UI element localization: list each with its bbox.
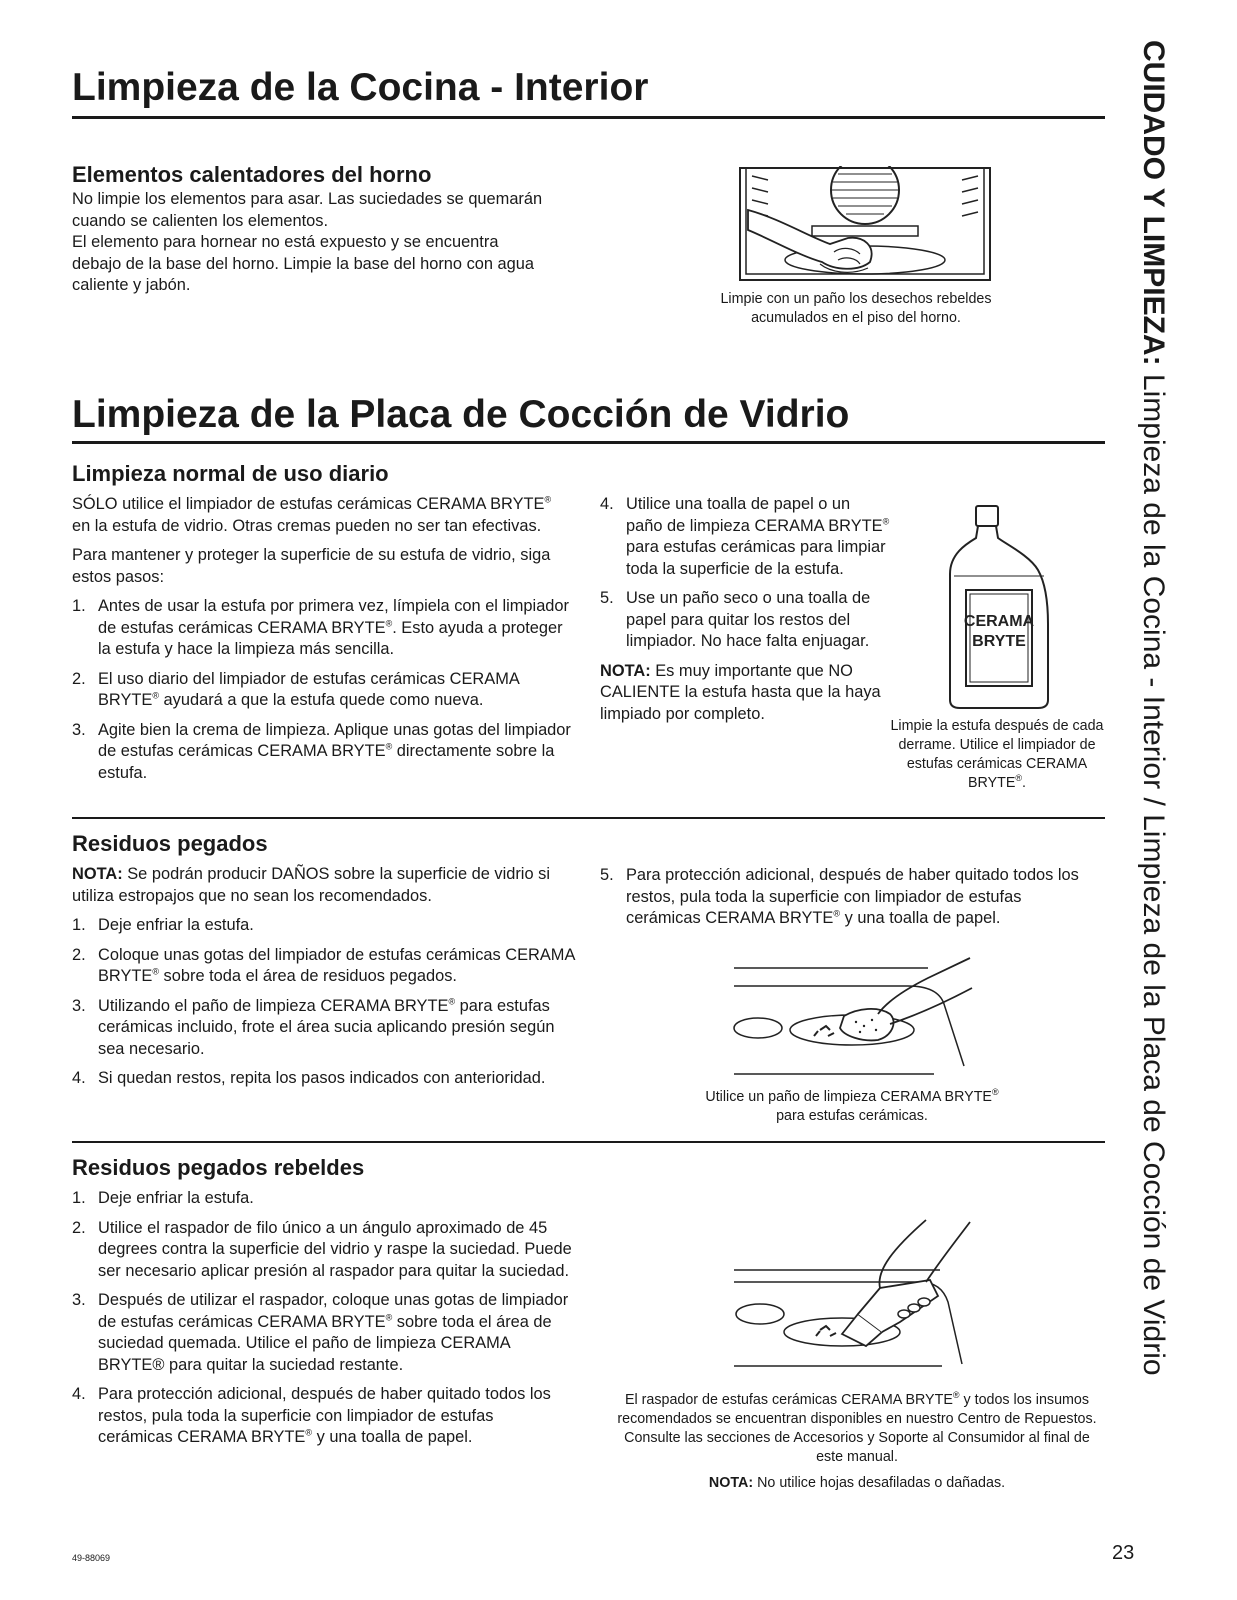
- daily-note: NOTA: Es muy importante que NO CALIENTE la estufa hasta que la haya limpiado por completo.: [600, 661, 881, 723]
- list-item: 3. Utilizando el paño de limpieza CERAMA BRYTE® para estufas cerámicas incluido, frote el área sucia aplicando presión según sea necesario.: [72, 996, 555, 1058]
- heating-paragraph-2: El elemento para hornear no está expuesto y se encuentra debajo de la base del horno. Limpie la base del horno con agua caliente y jabón.: [72, 233, 535, 294]
- cleaning-pad-illustration: [728, 956, 976, 1080]
- heading-stuck-residue: Residuos pegados: [72, 831, 268, 856]
- oven-floor-cleaning-illustration: [738, 166, 992, 284]
- list-item: 3. Agite bien la crema de limpieza. Aplique unas gotas del limpiador de estufas cerámicas CERAMA BRYTE® directamente sobre la estufa.: [72, 720, 571, 782]
- cleaning-pad-caption: Utilice un paño de limpieza CERAMA BRYTE® para estufas cerámicas.: [705, 1087, 999, 1124]
- heading-daily-cleaning: Limpieza normal de uso diario: [72, 461, 389, 486]
- title-rule-interior: [72, 116, 1105, 119]
- list-item: 1. Deje enfriar la estufa.: [72, 1189, 254, 1207]
- heading-heating-elements: Elementos calentadores del horno: [72, 162, 432, 187]
- list-item: 4. Utilice una toalla de papel o un paño de limpieza CERAMA BRYTE® para estufas cerámicas para limpiar toda la superficie de la estufa.: [600, 495, 890, 578]
- list-item: 4. Si quedan restos, repita los pasos indicados con anterioridad.: [72, 1069, 546, 1087]
- document-number: 49-88069: [72, 1553, 111, 1563]
- list-item: 4. Para protección adicional, después de haber quitado todos los restos, pula toda la superficie con limpiador de estufas cerámicas CERAMA BRYTE® y una toalla de papel.: [72, 1385, 551, 1446]
- stuck-steps-list: [72, 915, 577, 1090]
- list-item: 1. Deje enfriar la estufa.: [72, 916, 254, 934]
- page-number: 23: [1112, 1542, 1135, 1564]
- stuck-steps-list-continued: [600, 865, 1100, 930]
- list-item: 3. Después de utilizar el raspador, coloque unas gotas de limpiador de estufas cerámicas CERAMA BRYTE® sobre toda el área de suciedad quemada. Utilice el paño de limpieza CERAMA BRYTE® para quitar la suciedad restante.: [72, 1291, 569, 1374]
- section-stuck-residue: [72, 831, 577, 1098]
- daily-steps-continued: [600, 494, 890, 725]
- daily-paragraph-2: Para mantener y proteger la superficie de su estufa de vidrio, siga estos pasos:: [72, 546, 551, 586]
- list-item: 2. Utilice el raspador de filo único a un ángulo aproximado de 45 degrees contra la superficie del vidrio y raspe la suciedad. Puede ser necesario aplicar presión al raspador para quitar la suciedad.: [72, 1218, 572, 1280]
- page-title-interior: Limpieza de la Cocina - Interior: [72, 66, 649, 109]
- list-item: 2. El uso diario del limpiador de estufas cerámicas CERAMA BRYTE® ayudará a que la estufa quede como nueva.: [72, 669, 519, 709]
- scraper-note: NOTA: No utilice hojas desafiladas o dañadas.: [708, 1475, 1006, 1491]
- heading-burned-residue: Residuos pegados rebeldes: [72, 1155, 365, 1180]
- heating-paragraph-1: No limpie los elementos para asar. Las suciedades se quemarán cuando se calienten los elementos.: [72, 190, 543, 230]
- stuck-steps-continued: [600, 865, 1100, 938]
- page-title-glass-cooktop: Limpieza de la Placa de Cocción de Vidrio: [72, 393, 850, 436]
- bottle-label-line-1: CERAMA: [963, 613, 1035, 630]
- bottle-caption: Limpie la estufa después de cada derrame. Utilice el limpiador de estufas cerámicas CERAMA BRYTE®.: [890, 718, 1104, 791]
- cerama-bryte-bottle-illustration: [948, 504, 1050, 710]
- section-burned-residue: [72, 1155, 572, 1457]
- title-rule-glass: [72, 441, 1105, 444]
- daily-steps-list-continued: [600, 494, 890, 653]
- oven-floor-caption: Limpie con un paño los desechos rebeldes acumulados en el piso del horno.: [720, 291, 992, 326]
- daily-paragraph-1: SÓLO utilice el limpiador de estufas cerámicas CERAMA BRYTE® en la estufa de vidrio. Otras cremas pueden no ser tan efectivas.: [72, 494, 552, 535]
- list-item: 2. Coloque unas gotas del limpiador de estufas cerámicas CERAMA BRYTE® sobre toda el área de residuos pegados.: [72, 945, 575, 985]
- list-item: 5. Para protección adicional, después de haber quitado todos los restos, pula toda la superficie con limpiador de estufas cerámicas CERAMA BRYTE® y una toalla de papel.: [600, 866, 1079, 927]
- burned-steps-list: [72, 1188, 572, 1449]
- scraper-caption: El raspador de estufas cerámicas CERAMA BRYTE® y todos los insumos recomendados se encuentran disponibles en nuestro Centro de Repuestos. Consulte las secciones de Accesorios y Soporte al Consumidor al final de este manual.: [617, 1390, 1097, 1465]
- section-daily-cleaning: [72, 461, 572, 792]
- bottle-label-line-2: BRYTE: [972, 633, 1026, 650]
- section-heating-elements: [72, 162, 552, 297]
- daily-steps-list: [72, 596, 572, 784]
- divider-2: [72, 1141, 1105, 1143]
- list-item: 1. Antes de usar la estufa por primera vez, límpiela con el limpiador de estufas cerámicas CERAMA BRYTE®. Esto ayuda a proteger la estufa y hace la limpieza más sencilla.: [72, 597, 569, 658]
- list-item: 5. Use un paño seco o una toalla de papel para quitar los restos del limpiador. No hace falta enjuagar.: [600, 589, 871, 650]
- stuck-note: NOTA: Se podrán producir DAÑOS sobre la superficie de vidrio si utiliza estropajos que no sean los recomendados.: [72, 865, 550, 905]
- side-section-tab: CUIDADO Y LIMPIEZA: Limpieza de la Cocina - Interior / Limpieza de la Placa de Cocción de Vidrio: [1137, 40, 1170, 1376]
- divider-1: [72, 817, 1105, 819]
- scraper-illustration: [730, 1218, 976, 1374]
